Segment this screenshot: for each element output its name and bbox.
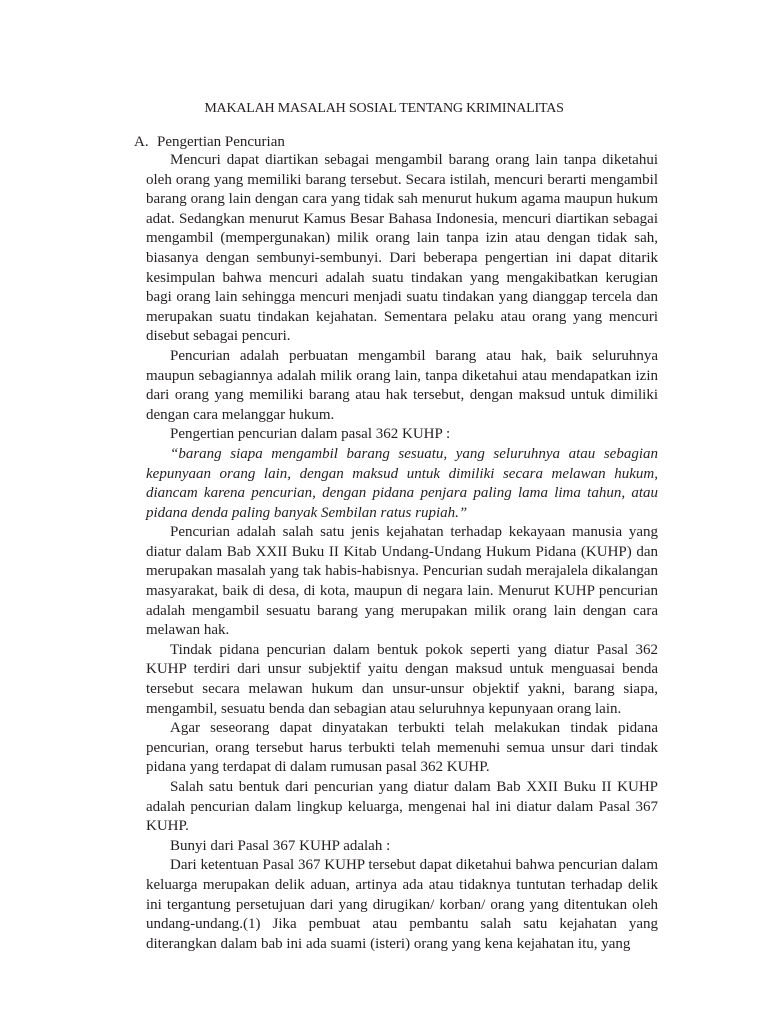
paragraph: Salah satu bentuk dari pencurian yang diatur dalam Bab XXII Buku II KUHP adalah pencurian dalam lingkup keluarga, mengenai hal ini diatur dalam Pasal 367 KUHP. <box>146 779 658 835</box>
legal-quote: “barang siapa mengambil barang sesuatu, yang seluruhnya atau sebagian kepunyaan orang lain, dengan maksud untuk dimiliki secara melawan hukum, diancam karena pencurian, dengan pidana penjara paling lama lima tahun, atau pidana denda paling banyak Sembilan ratus rupiah.” <box>146 445 658 521</box>
paragraph: Pengertian pencurian dalam pasal 362 KUHP : <box>170 426 451 443</box>
section-number: A. <box>134 134 149 150</box>
document-title: MAKALAH MASALAH SOSIAL TENTANG KRIMINALITAS <box>204 101 564 116</box>
document-body <box>146 151 658 954</box>
paragraph: Bunyi dari Pasal 367 KUHP adalah : <box>170 837 391 854</box>
paragraph: Tindak pidana pencurian dalam bentuk pokok seperti yang diatur Pasal 362 KUHP terdiri dari unsur subjektif yaitu dengan maksud untuk menguasai benda tersebut secara melawan hukum dan unsur-unsur objektif yakni, barang siapa, mengambil, sesuatu benda dan sebagian atau seluruhnya kepunyaan orang lain. <box>146 641 658 717</box>
paragraph: Pencurian adalah salah satu jenis kejahatan terhadap kekayaan manusia yang diatur dalam Bab XXII Buku II Kitab Undang-Undang Hukum Pidana (KUHP) dan merupakan masalah yang tak habis-habisnya. Pencurian sudah merajalela dikalangan masyarakat, baik di desa, di kota, maupun di negara lain. Menurut KUHP pencurian adalah mengambil sesuatu barang yang merupakan milik orang lain dengan cara melawan hak. <box>146 524 658 639</box>
section-heading-text: Pengertian Pencurian <box>157 134 285 150</box>
paragraph: Dari ketentuan Pasal 367 KUHP tersebut dapat diketahui bahwa pencurian dalam keluarga merupakan delik aduan, artinya ada atau tidaknya tuntutan terhadap delik ini tergantung persetujuan dari yang dirugikan/ korban/ orang yang ditentukan oleh undang-undang.(1) Jika pembuat atau pembantu salah satu kejahatan yang diterangkan dalam bab ini ada suami (isteri) orang yang kena kejahatan itu, yang <box>146 857 658 952</box>
paragraph: Pencurian adalah perbuatan mengambil barang atau hak, baik seluruhnya maupun sebagiannya adalah milik orang lain, tanpa diketahui atau mendapatkan izin dari orang yang memiliki barang atau hak tersebut, dengan maksud untuk dimiliki dengan cara melanggar hukum. <box>146 347 658 423</box>
paragraph: Agar seseorang dapat dinyatakan terbukti telah melakukan tindak pidana pencurian, orang tersebut harus terbukti telah memenuhi semua unsur dari tindak pidana yang terdapat di dalam rumusan pasal 362 KUHP. <box>146 720 658 776</box>
section-heading <box>134 134 285 151</box>
paragraph: Mencuri dapat diartikan sebagai mengambil barang orang lain tanpa diketahui oleh orang yang memiliki barang tersebut. Secara istilah, mencuri berarti mengambil barang orang lain dengan cara yang tidak sah menurut hukum agama maupun hukum adat. Sedangkan menurut Kamus Besar Bahasa Indonesia, mencuri diartikan sebagai mengambil (mempergunakan) milik orang lain tanpa izin atau dengan tidak sah, biasanya dengan sembunyi-sembunyi. Dari beberapa pengertian ini dapat ditarik kesimpulan bahwa mencuri adalah suatu tindakan yang mengakibatkan kerugian bagi orang lain sehingga mencuri menjadi suatu tindakan yang dianggap tercela dan merupakan suatu tindakan kejahatan. Sementara pelaku atau orang yang mencuri disebut sebagai pencuri. <box>146 152 658 345</box>
